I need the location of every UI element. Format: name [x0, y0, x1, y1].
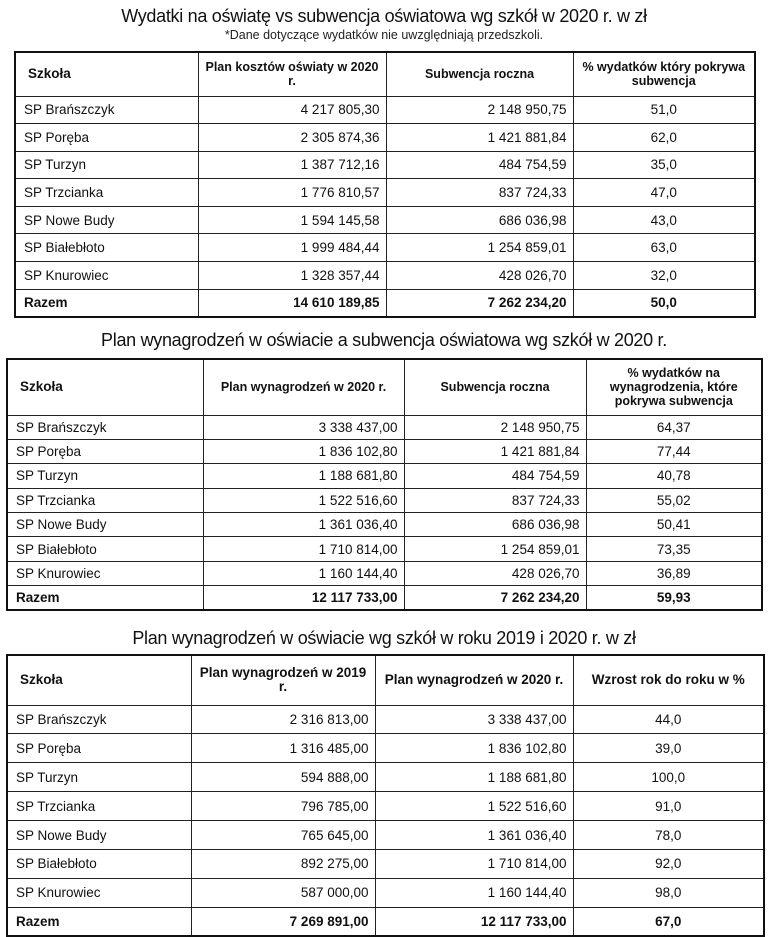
total-percent-cell: 50,0	[573, 289, 755, 317]
table1-note: *Dane dotyczące wydatków nie uwzględniają przedszkoli.	[224, 28, 544, 42]
total-amount-cell: 7 262 234,20	[404, 586, 586, 610]
school-name-cell: SP Knurowiec	[7, 878, 191, 907]
percent-cell: 43,0	[573, 206, 755, 234]
percent-cell: 77,44	[586, 439, 762, 463]
column-header: Szkoła	[7, 655, 191, 705]
amount-cell: 837 724,33	[386, 179, 573, 207]
amount-cell: 4 217 805,30	[198, 96, 386, 124]
amount-cell: 1 160 144,40	[203, 561, 404, 585]
amount-cell: 1 328 357,44	[198, 262, 386, 290]
percent-cell: 73,35	[586, 537, 762, 561]
amount-cell: 587 000,00	[191, 878, 375, 907]
table-row	[7, 439, 762, 463]
column-header: Plan kosztów oświaty w 2020 r.	[198, 52, 386, 96]
school-name-cell: SP Knurowiec	[7, 561, 203, 585]
total-percent-cell: 59,93	[586, 586, 762, 610]
amount-cell: 2 148 950,75	[386, 96, 573, 124]
total-label-cell: Razem	[7, 586, 203, 610]
table-header-row	[7, 655, 764, 705]
amount-cell: 1 188 681,80	[203, 464, 404, 488]
table3	[6, 654, 765, 937]
table-row	[7, 821, 764, 850]
amount-cell: 1 160 144,40	[375, 878, 573, 907]
amount-cell: 2 148 950,75	[404, 415, 586, 439]
column-header: Subwencja roczna	[386, 52, 573, 96]
table2	[6, 358, 763, 611]
amount-cell: 1 387 712,16	[198, 151, 386, 179]
total-amount-cell: 7 262 234,20	[386, 289, 573, 317]
amount-cell: 484 754,59	[386, 151, 573, 179]
amount-cell: 1 710 814,00	[375, 849, 573, 878]
column-header: Szkoła	[7, 359, 203, 415]
total-label-cell: Razem	[7, 907, 191, 936]
table-row	[7, 561, 762, 585]
school-name-cell: SP Brańszczyk	[15, 96, 198, 124]
column-header: Wzrost rok do roku w %	[573, 655, 764, 705]
school-name-cell: SP Nowe Budy	[7, 821, 191, 850]
total-row	[7, 586, 762, 610]
amount-cell: 1 254 859,01	[386, 234, 573, 262]
percent-cell: 63,0	[573, 234, 755, 262]
amount-cell: 765 645,00	[191, 821, 375, 850]
amount-cell: 594 888,00	[191, 763, 375, 792]
column-header: Plan wynagrodzeń w 2020 r.	[203, 359, 404, 415]
table-row	[7, 415, 762, 439]
table-row	[7, 878, 764, 907]
school-name-cell: SP Turzyn	[15, 151, 198, 179]
amount-cell: 1 836 102,80	[203, 439, 404, 463]
column-header: Subwencja roczna	[404, 359, 586, 415]
amount-cell: 1 361 036,40	[203, 513, 404, 537]
table-header-row	[7, 359, 762, 415]
table3-section	[0, 626, 768, 650]
school-name-cell: SP Poręba	[7, 734, 191, 763]
amount-cell: 1 710 814,00	[203, 537, 404, 561]
amount-cell: 686 036,98	[386, 206, 573, 234]
column-header: % wydatków na wynagrodzenia, które pokrywa subwencja	[586, 359, 762, 415]
amount-cell: 3 338 437,00	[375, 705, 573, 734]
total-amount-cell: 14 610 189,85	[198, 289, 386, 317]
amount-cell: 1 776 810,57	[198, 179, 386, 207]
percent-cell: 78,0	[573, 821, 764, 850]
amount-cell: 2 305 874,36	[198, 124, 386, 152]
table-row	[7, 849, 764, 878]
table2-title: Plan wynagrodzeń w oświacie a subwencja oświatowa wg szkół w 2020 r.	[101, 330, 667, 350]
column-header: % wydatków który pokrywa subwencja	[573, 52, 755, 96]
column-header: Plan wynagrodzeń w 2020 r.	[375, 655, 573, 705]
table-row	[7, 513, 762, 537]
table-row	[15, 262, 755, 290]
table-row	[7, 537, 762, 561]
percent-cell: 32,0	[573, 262, 755, 290]
amount-cell: 2 316 813,00	[191, 705, 375, 734]
percent-cell: 39,0	[573, 734, 764, 763]
table-row	[7, 734, 764, 763]
amount-cell: 3 338 437,00	[203, 415, 404, 439]
school-name-cell: SP Trzcianka	[15, 179, 198, 207]
table3-title: Plan wynagrodzeń w oświacie wg szkół w roku 2019 i 2020 r. w zł	[132, 628, 636, 648]
percent-cell: 40,78	[586, 464, 762, 488]
school-name-cell: SP Knurowiec	[15, 262, 198, 290]
school-name-cell: SP Turzyn	[7, 763, 191, 792]
table-row	[7, 488, 762, 512]
school-name-cell: SP Trzcianka	[7, 792, 191, 821]
table-row	[15, 124, 755, 152]
amount-cell: 1 522 516,60	[203, 488, 404, 512]
total-row	[7, 907, 764, 936]
percent-cell: 55,02	[586, 488, 762, 512]
amount-cell: 892 275,00	[191, 849, 375, 878]
total-percent-cell: 67,0	[573, 907, 764, 936]
percent-cell: 91,0	[573, 792, 764, 821]
school-name-cell: SP Brańszczyk	[7, 415, 203, 439]
total-row	[15, 289, 755, 317]
amount-cell: 428 026,70	[386, 262, 573, 290]
school-name-cell: SP Turzyn	[7, 464, 203, 488]
school-name-cell: SP Białebłoto	[7, 537, 203, 561]
amount-cell: 1 316 485,00	[191, 734, 375, 763]
amount-cell: 1 421 881,84	[386, 124, 573, 152]
table-row	[15, 96, 755, 124]
school-name-cell: SP Brańszczyk	[7, 705, 191, 734]
percent-cell: 62,0	[573, 124, 755, 152]
percent-cell: 47,0	[573, 179, 755, 207]
table-row	[15, 234, 755, 262]
percent-cell: 35,0	[573, 151, 755, 179]
table-row	[7, 763, 764, 792]
percent-cell: 51,0	[573, 96, 755, 124]
school-name-cell: SP Nowe Budy	[7, 513, 203, 537]
school-name-cell: SP Białebłoto	[15, 234, 198, 262]
percent-cell: 100,0	[573, 763, 764, 792]
school-name-cell: SP Poręba	[15, 124, 198, 152]
amount-cell: 484 754,59	[404, 464, 586, 488]
school-name-cell: SP Poręba	[7, 439, 203, 463]
table-row	[15, 179, 755, 207]
total-amount-cell: 7 269 891,00	[191, 907, 375, 936]
table-row	[15, 151, 755, 179]
percent-cell: 98,0	[573, 878, 764, 907]
amount-cell: 428 026,70	[404, 561, 586, 585]
table-row	[7, 705, 764, 734]
percent-cell: 50,41	[586, 513, 762, 537]
percent-cell: 44,0	[573, 705, 764, 734]
school-name-cell: SP Białebłoto	[7, 849, 191, 878]
percent-cell: 64,37	[586, 415, 762, 439]
amount-cell: 686 036,98	[404, 513, 586, 537]
column-header: Szkoła	[15, 52, 198, 96]
total-amount-cell: 12 117 733,00	[375, 907, 573, 936]
table-row	[7, 464, 762, 488]
school-name-cell: SP Nowe Budy	[15, 206, 198, 234]
table-header-row	[15, 52, 755, 96]
table1	[14, 51, 756, 318]
amount-cell: 1 361 036,40	[375, 821, 573, 850]
amount-cell: 1 254 859,01	[404, 537, 586, 561]
total-amount-cell: 12 117 733,00	[203, 586, 404, 610]
amount-cell: 1 522 516,60	[375, 792, 573, 821]
amount-cell: 1 188 681,80	[375, 763, 573, 792]
total-label-cell: Razem	[15, 289, 198, 317]
amount-cell: 1 836 102,80	[375, 734, 573, 763]
amount-cell: 837 724,33	[404, 488, 586, 512]
table1-section	[0, 4, 768, 44]
percent-cell: 92,0	[573, 849, 764, 878]
percent-cell: 36,89	[586, 561, 762, 585]
column-header: Plan wynagrodzeń w 2019 r.	[191, 655, 375, 705]
table-row	[7, 792, 764, 821]
table1-title: Wydatki na oświatę vs subwencja oświatowa wg szkół w 2020 r. w zł	[121, 6, 647, 26]
amount-cell: 1 594 145,58	[198, 206, 386, 234]
amount-cell: 1 421 881,84	[404, 439, 586, 463]
school-name-cell: SP Trzcianka	[7, 488, 203, 512]
table-row	[15, 206, 755, 234]
table2-section	[0, 327, 768, 353]
amount-cell: 796 785,00	[191, 792, 375, 821]
amount-cell: 1 999 484,44	[198, 234, 386, 262]
